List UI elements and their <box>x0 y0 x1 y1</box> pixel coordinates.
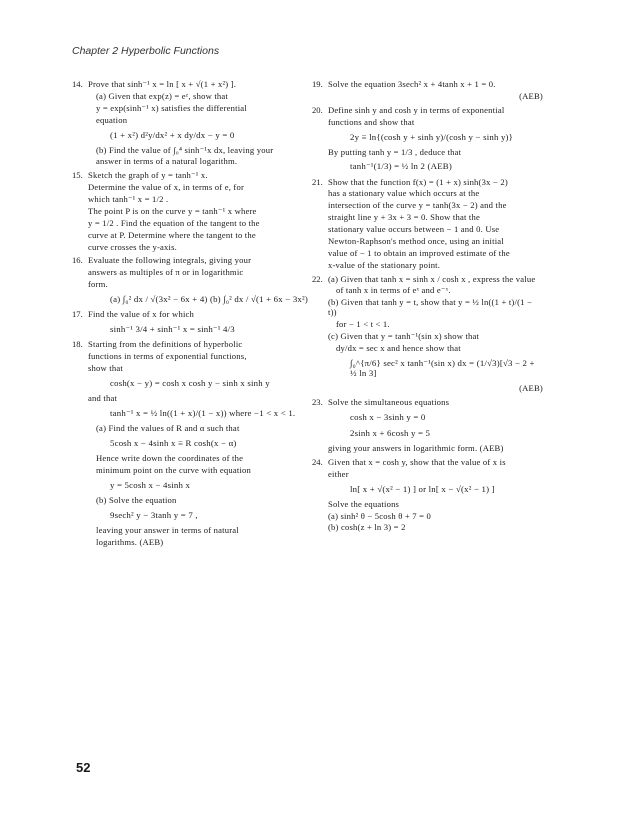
question-16 <box>72 255 318 305</box>
text-line: Define sinh y and cosh y in terms of exponential <box>328 104 505 115</box>
question-21 <box>312 176 543 271</box>
text-line: curve at P. Determine where the tangent to the <box>88 229 256 240</box>
text-line: y = exp(sinh⁻¹ x) satisfies the differential <box>96 102 247 113</box>
text-line: and that <box>88 392 118 403</box>
text-line: By putting tanh y = 1/3 , deduce that <box>328 146 462 157</box>
text-line: functions and show that <box>328 116 415 127</box>
text-line: Evaluate the following integrals, giving your <box>88 255 252 266</box>
text-line: logarithms. (AEB) <box>96 536 164 547</box>
equation-line: cosh x − 3sinh y = 0 <box>350 411 426 422</box>
question-number: 19. <box>312 79 323 89</box>
text-line: (a) Given that exp(z) = eᶻ, show that <box>96 90 229 101</box>
question-number: 22. <box>312 273 323 284</box>
text-line: functions in terms of exponential functions, <box>88 351 247 362</box>
text-line: (a) sinh² θ − 5cosh θ + 7 = 0 <box>328 510 431 521</box>
text-line: (a) Given that tanh x = sinh x / cosh x , express the value <box>328 273 536 284</box>
question-number: 18. <box>72 339 83 350</box>
text-line: Given that x = cosh y, show that the value of x is <box>328 456 506 467</box>
text-line: (b) Find the value of ∫₀⁴ sinh⁻¹x dx, leaving your <box>96 144 274 155</box>
text-line: (b) Solve the equation <box>96 494 177 505</box>
question-17 <box>72 309 318 335</box>
text-line: form. <box>88 279 108 290</box>
text-line: straight line y + 3x + 3 = 0. Show that the <box>328 212 481 223</box>
equation-line: 2sinh x + 6cosh y = 5 <box>350 427 431 438</box>
text-line: equation <box>96 114 128 125</box>
question-number: 23. <box>312 396 323 407</box>
right-column <box>312 78 543 537</box>
question-number: 17. <box>72 309 83 320</box>
text-line: for − 1 < t < 1. <box>336 319 390 330</box>
text-line: Solve the simultaneous equations <box>328 396 450 407</box>
text-line: either <box>328 468 349 479</box>
text-line: giving your answers in logarithmic form. (AEB) <box>328 442 504 453</box>
text-line: value of − 1 to obtain an improved estimate of the <box>328 247 510 258</box>
text-line: minimum point on the curve with equation <box>96 464 252 475</box>
question-23 <box>312 396 543 454</box>
text-line: curve crosses the y-axis. <box>88 241 177 252</box>
text-line: stationary value occurs between − 1 and 0. Use <box>328 224 500 235</box>
text-line: The point P is on the curve y = tanh⁻¹ x where <box>88 205 257 216</box>
text-line: Solve the equations <box>328 498 400 509</box>
text-line: Show that the function f(x) = (1 + x) sinh(3x − 2) <box>328 176 508 187</box>
equation-line: (1 + x²) d²y/dx² + x dy/dx − y = 0 <box>110 129 235 140</box>
question-number: 24. <box>312 456 323 467</box>
equation-line: 9sech² y − 3tanh y = 7 , <box>110 509 198 520</box>
text-line: (a) Find the values of R and α such that <box>96 422 240 433</box>
equation-line: tanh⁻¹(1/3) = ½ ln 2 (AEB) <box>350 161 452 172</box>
left-column <box>72 78 318 552</box>
question-24 <box>312 456 543 533</box>
text-line: has a stationary value which occurs at the <box>328 188 480 199</box>
equation-line: ∫₀^{π/6} sec² x tanh⁻¹(sin x) dx = (1/√3)[√3 − 2 + ½ ln 3] <box>350 357 535 378</box>
page-number: 52 <box>76 760 91 775</box>
question-22 <box>312 273 543 394</box>
equation-line: tanh⁻¹ x = ½ ln((1 + x)/(1 − x)) where −1 < x < 1. <box>110 407 296 418</box>
question-number: 21. <box>312 176 323 187</box>
equation-line: cosh(x − y) = cosh x cosh y − sinh x sinh y <box>110 377 270 388</box>
equation-line: 2y ≡ ln{(cosh y + sinh y)/(cosh y − sinh y)} <box>350 131 514 142</box>
question-15 <box>72 170 318 252</box>
text-line: leaving your answer in terms of natural <box>96 524 239 535</box>
text-line: (AEB) <box>519 382 543 393</box>
text-line: (AEB) <box>519 90 543 101</box>
equation-line: (a) ∫₀² dx / √(3x² − 6x + 4) (b) ∫₀² dx / √(1 + 6x − 3x²) <box>110 294 308 305</box>
question-19 <box>312 79 543 102</box>
text-line: Solve the equation 3sech² x + 4tanh x + 1 = 0. <box>328 79 496 89</box>
question-number: 16. <box>72 255 83 266</box>
text-line: of tanh x in terms of eˣ and e⁻ˣ. <box>336 285 451 296</box>
text-line: x-value of the stationary point. <box>328 259 441 270</box>
question-number: 20. <box>312 104 323 115</box>
equation-line: y = 5cosh x − 4sinh x <box>110 479 191 490</box>
text-line: dy/dx = sec x and hence show that <box>336 342 461 353</box>
question-number: 15. <box>72 170 83 181</box>
text-line: Determine the value of x, in terms of e, for <box>88 182 245 193</box>
question-20 <box>312 104 543 172</box>
text-line: Hence write down the coordinates of the <box>96 452 244 463</box>
text-line: intersection of the curve y = tanh(3x − 2) and the <box>328 200 507 211</box>
text-line: (b) Given that tanh y = t, show that y = ½ ln((1 + t)/(1 − t)) <box>328 297 533 318</box>
question-18 <box>72 339 318 547</box>
equation-line: 5cosh x − 4sinh x ≡ R cosh(x − α) <box>110 437 237 448</box>
equation-line: ln[ x + √(x² − 1) ] or ln[ x − √(x² − 1) ] <box>350 483 495 494</box>
question-number: 14. <box>72 79 83 89</box>
text-line: Newton-Raphson's method once, using an initial <box>328 235 504 246</box>
text-line: answer in terms of a natural logarithm. <box>96 156 238 167</box>
text-line: (c) Given that y = tanh⁻¹(sin x) show that <box>328 330 480 341</box>
text-line: which tanh⁻¹ x = 1/2 . <box>88 194 169 205</box>
text-line: show that <box>88 362 123 373</box>
text-line: Prove that sinh⁻¹ x = ln [ x + √(1 + x²) ]. <box>88 79 237 89</box>
text-line: Starting from the definitions of hyperbolic <box>88 339 243 350</box>
text-line: Find the value of x for which <box>88 309 195 320</box>
text-line: y = 1/2 . Find the equation of the tangent to the <box>88 217 260 228</box>
chapter-header: Chapter 2 Hyperbolic Functions <box>72 45 220 57</box>
text-line: Sketch the graph of y = tanh⁻¹ x. <box>88 170 208 181</box>
text-line: answers as multiples of π or in logarithmic <box>88 267 244 278</box>
equation-line: sinh⁻¹ 3/4 + sinh⁻¹ x = sinh⁻¹ 4/3 <box>110 324 235 335</box>
text-line: (b) cosh(z + ln 3) = 2 <box>328 522 406 533</box>
